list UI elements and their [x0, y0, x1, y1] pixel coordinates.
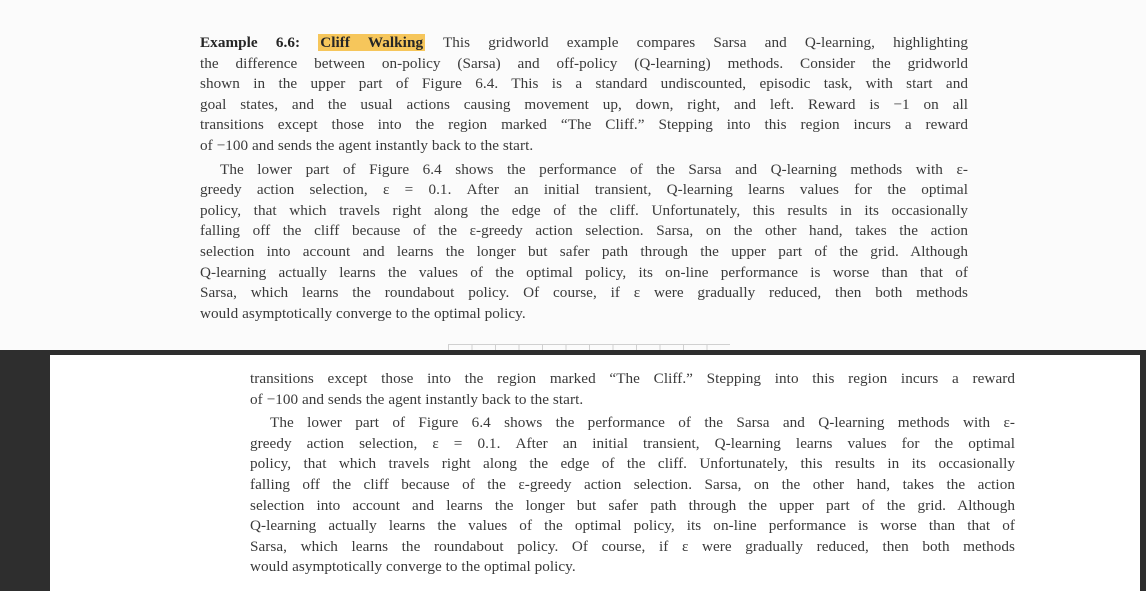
overlay-text-block — [250, 369, 1015, 578]
upper-text-block — [200, 33, 968, 324]
text-line: would asymptotically converge to the optimal policy. — [250, 558, 576, 576]
text-line: Sarsa, which learns the roundabout policy. Of course, if ε were gradually reduced, then both methods — [200, 284, 968, 302]
example-heading-line — [200, 33, 968, 54]
text-line: This gridworld example compares Sarsa and Q-learning, highlighting — [425, 34, 968, 51]
text-line: transitions except those into the region marked “The Cliff.” Stepping into this region incurs a reward — [250, 370, 1015, 387]
example-label: Example 6.6: — [200, 34, 301, 51]
text-line: Q-learning actually learns the values of the optimal policy, its on-line performance is worse than that of — [200, 263, 968, 281]
text-line: would asymptotically converge to the optimal policy. — [200, 304, 526, 322]
overlay-document-page — [50, 355, 1140, 591]
text-line: of −100 and sends the agent instantly back to the start. — [200, 136, 534, 154]
text-line: falling off the cliff because of the ε-greedy action selection. Sarsa, on the other hand, takes the action — [200, 222, 968, 240]
text-line: the difference between on-policy (Sarsa) and off-policy (Q-learning) methods. Consider the gridworld — [200, 54, 968, 72]
text-line: selection into account and learns the longer but safer path through the upper part of the grid. Although — [200, 242, 968, 260]
text-line: The lower part of Figure 6.4 shows the performance of the Sarsa and Q-learning methods with ε- — [270, 414, 1015, 432]
text-line: policy, that which travels right along the edge of the cliff. Unfortunately, this results in its occasionally — [200, 201, 968, 219]
text-line: The lower part of Figure 6.4 shows the performance of the Sarsa and Q-learning methods with ε- — [220, 160, 968, 178]
text-line: greedy action selection, ε = 0.1. After an initial transient, Q-learning learns values for the optimal — [250, 434, 1015, 452]
text-line: greedy action selection, ε = 0.1. After an initial transient, Q-learning learns values for the optimal — [200, 181, 968, 199]
text-line: falling off the cliff because of the ε-greedy action selection. Sarsa, on the other hand, takes the action — [250, 475, 1015, 493]
text-line: of −100 and sends the agent instantly back to the start. — [250, 390, 584, 408]
text-line: selection into account and learns the longer but safer path through the upper part of the grid. Although — [250, 496, 1015, 514]
text-line: shown in the upper part of Figure 6.4. This is a standard undiscounted, episodic task, with start and — [200, 75, 968, 93]
text-line: Sarsa, which learns the roundabout policy. Of course, if ε were gradually reduced, then both methods — [250, 537, 1015, 555]
example-title-highlighted[interactable]: Cliff Walking — [320, 34, 424, 51]
text-line: transitions except those into the region marked “The Cliff.” Stepping into this region incurs a reward — [200, 116, 968, 134]
text-line: goal states, and the usual actions causing movement up, down, right, and left. Reward is −1 on all — [200, 95, 968, 113]
text-line: policy, that which travels right along the edge of the cliff. Unfortunately, this results in its occasionally — [250, 455, 1015, 473]
text-line: Q-learning actually learns the values of the optimal policy, its on-line performance is worse than that of — [250, 517, 1015, 535]
